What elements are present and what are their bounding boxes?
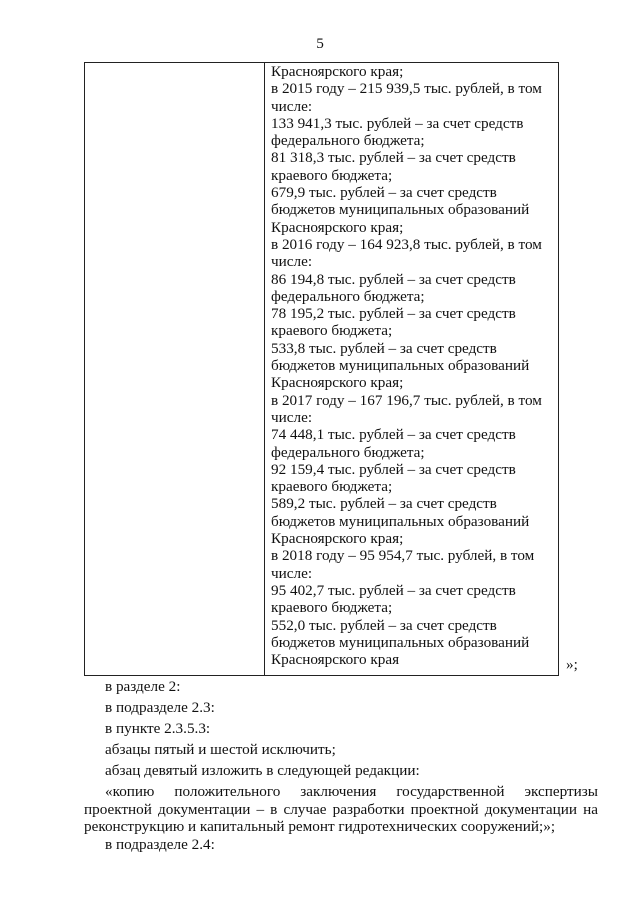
paragraph-subsection-2-3: в подразделе 2.3:: [105, 699, 215, 716]
table-line: краевого бюджета;: [271, 322, 393, 340]
table-line: 86 194,8 тыс. рублей – за счет средств: [271, 270, 516, 288]
table-line: 92 159,4 тыс. рублей – за счет средств: [271, 460, 516, 478]
table-line: бюджетов муниципальных образований: [271, 633, 530, 651]
table-line: 74 448,1 тыс. рублей – за счет средств: [271, 426, 516, 444]
table-line: 679,9 тыс. рублей – за счет средств: [271, 184, 497, 202]
table-line: федерального бюджета;: [271, 443, 425, 461]
table-line: Красноярского края;: [271, 530, 404, 548]
table-line: бюджетов муниципальных образований: [271, 201, 530, 219]
table-line: федерального бюджета;: [271, 132, 425, 150]
table-line: в 2015 году – 215 939,5 тыс. рублей, в том: [271, 80, 542, 98]
paragraph-item-2-3-5-3: в пункте 2.3.5.3:: [105, 720, 211, 737]
table-line: бюджетов муниципальных образований: [271, 357, 530, 375]
table-right-cell: [265, 63, 558, 675]
table-line: Красноярского края;: [271, 218, 404, 236]
table-line: 133 941,3 тыс. рублей – за счет средств: [271, 114, 524, 132]
table-line: 552,0 тыс. рублей – за счет средств: [271, 616, 497, 634]
paragraph-new-wording: абзац девятый изложить в следующей редакции:: [105, 762, 420, 779]
table-line: числе:: [271, 253, 313, 271]
table-line: в 2018 году – 95 954,7 тыс. рублей, в том: [271, 547, 535, 565]
quoted-paragraph: «копию положительного заключения государственной экспертизы проектной документации – в случае разработки проектной документации на реконструкцию и капитальный ремонт гидротехнических сооружений;»;: [84, 783, 598, 835]
table-line: краевого бюджета;: [271, 166, 393, 184]
table-line: числе:: [271, 408, 313, 426]
table-line: Красноярского края: [271, 651, 400, 669]
table-line: 533,8 тыс. рублей – за счет средств: [271, 339, 497, 357]
funding-table: [84, 62, 559, 676]
table-line: бюджетов муниципальных образований: [271, 512, 530, 530]
page-number: 5: [316, 35, 324, 52]
table-line: числе:: [271, 564, 313, 582]
table-line: Красноярского края;: [271, 63, 404, 80]
table-line: 78 195,2 тыс. рублей – за счет средств: [271, 305, 516, 323]
table-line: федерального бюджета;: [271, 287, 425, 305]
table-line: 81 318,3 тыс. рублей – за счет средств: [271, 149, 516, 167]
table-left-cell: [85, 63, 265, 675]
table-line: в 2017 году – 167 196,7 тыс. рублей, в том: [271, 391, 542, 409]
table-line: числе:: [271, 97, 313, 115]
table-line: Красноярского края;: [271, 374, 404, 392]
paragraph-exclude: абзацы пятый и шестой исключить;: [105, 741, 336, 758]
closing-quote-mark: »;: [566, 656, 578, 673]
table-line: 95 402,7 тыс. рублей – за счет средств: [271, 581, 516, 599]
table-line: краевого бюджета;: [271, 599, 393, 617]
paragraph-subsection-2-4: в подразделе 2.4:: [105, 836, 215, 853]
table-line: 589,2 тыс. рублей – за счет средств: [271, 495, 497, 513]
table-line: в 2016 году – 164 923,8 тыс. рублей, в том: [271, 235, 542, 253]
paragraph-section-2: в разделе 2:: [105, 678, 181, 695]
table-line: краевого бюджета;: [271, 478, 393, 496]
